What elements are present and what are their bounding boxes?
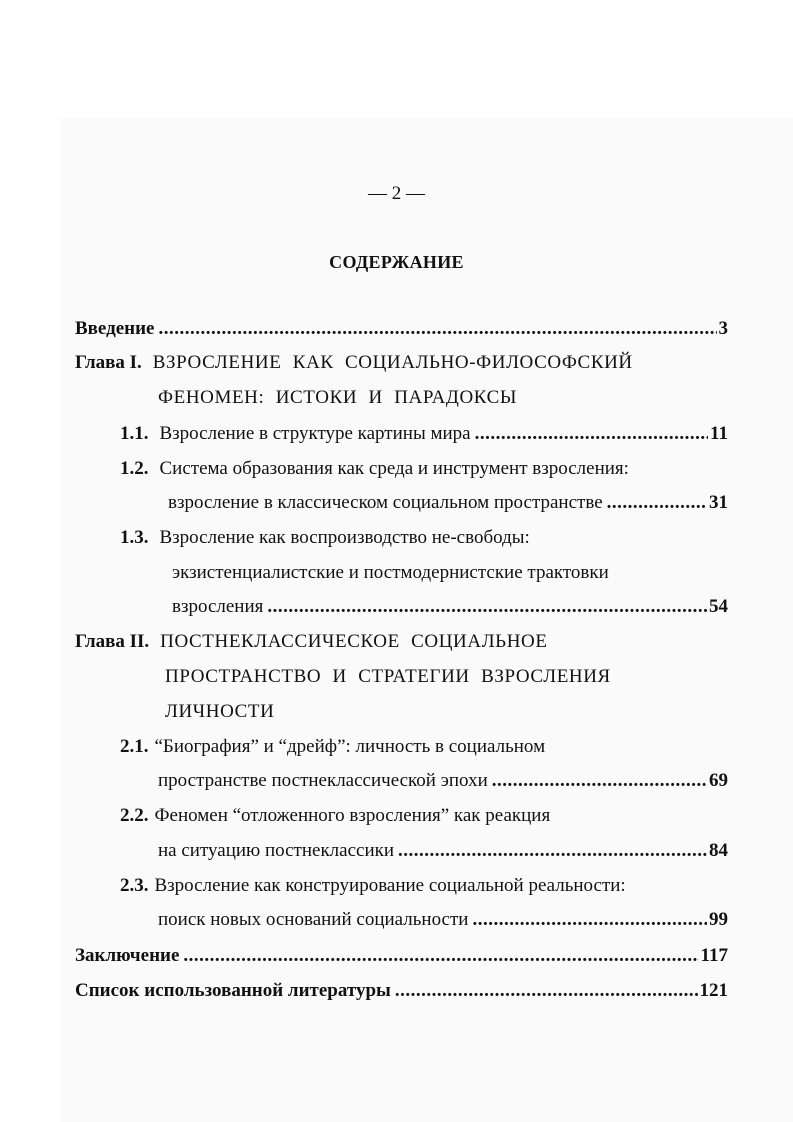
chapter-title-continued: ПРОСТРАНСТВО И СТРАТЕГИИ ВЗРОСЛЕНИЯ bbox=[165, 666, 611, 687]
toc-page-number: 99 bbox=[709, 909, 728, 930]
dot-leader bbox=[398, 838, 707, 864]
toc-section-1-2-cont bbox=[168, 490, 728, 516]
toc-section-2-3-cont bbox=[158, 907, 728, 933]
toc-page-number: 54 bbox=[709, 596, 728, 617]
section-title-continued: взросление в классическом социальном пространстве bbox=[168, 492, 603, 513]
section-title: Взросление как конструирование социальной реальности: bbox=[154, 875, 626, 896]
toc-page-number: 121 bbox=[699, 980, 728, 1001]
section-number: 1.3. bbox=[120, 527, 149, 548]
chapter-title: ПОСТНЕКЛАССИЧЕСКОЕ СОЦИАЛЬНОЕ bbox=[160, 631, 548, 652]
toc-section-2-2[interactable] bbox=[120, 803, 550, 829]
toc-chapter-1-heading-cont bbox=[158, 385, 517, 411]
toc-chapter-2-heading[interactable] bbox=[75, 629, 548, 655]
toc-entry-conclusion[interactable] bbox=[75, 943, 728, 969]
dot-leader bbox=[395, 978, 698, 1004]
section-title-continued: на ситуацию постнеклассики bbox=[158, 840, 395, 861]
toc-entry-label: Список использованной литературы bbox=[75, 980, 391, 1001]
section-title-continued: экзистенциалистские и постмодернистские трактовки bbox=[172, 562, 609, 583]
section-title-continued: взросления bbox=[172, 596, 264, 617]
section-title: Феномен “отложенного взросления” как реакция bbox=[154, 805, 551, 826]
dot-leader bbox=[472, 907, 707, 933]
toc-chapter-1-heading[interactable] bbox=[75, 350, 633, 376]
section-number: 1.2. bbox=[120, 458, 149, 479]
section-title-continued: поиск новых оснований социальности bbox=[158, 909, 469, 930]
section-number: 2.2. bbox=[120, 805, 149, 826]
toc-page-number: 31 bbox=[709, 492, 728, 513]
toc-section-2-2-cont bbox=[158, 838, 728, 864]
chapter-number: Глава I. bbox=[75, 352, 142, 373]
chapter-number: Глава II. bbox=[75, 631, 150, 652]
chapter-title: ВЗРОСЛЕНИЕ КАК СОЦИАЛЬНО-ФИЛОСОФСКИЙ bbox=[152, 352, 633, 373]
toc-page-number: 3 bbox=[718, 318, 728, 339]
toc-page-number: 11 bbox=[710, 423, 728, 444]
section-title: Взросление в структуре картины мира bbox=[159, 423, 471, 444]
dot-leader bbox=[159, 316, 717, 342]
section-number: 2.3. bbox=[120, 875, 149, 896]
toc-entry-label: Введение bbox=[75, 318, 155, 339]
dot-leader bbox=[492, 768, 707, 794]
section-title: Система образования как среда и инструмент взросления: bbox=[159, 458, 629, 479]
toc-page-number: 117 bbox=[700, 945, 728, 966]
chapter-title-continued: ЛИЧНОСТИ bbox=[165, 701, 275, 722]
section-title: “Биография” и “дрейф”: личность в социальном bbox=[154, 736, 546, 757]
toc-section-2-1[interactable] bbox=[120, 734, 545, 760]
toc-entry-bibliography[interactable] bbox=[75, 978, 728, 1004]
toc-entry-label: Заключение bbox=[75, 945, 180, 966]
toc-title: СОДЕРЖАНИЕ bbox=[329, 252, 464, 272]
toc-section-1-1[interactable] bbox=[120, 421, 728, 447]
section-title-continued: пространстве постнеклассической эпохи bbox=[158, 770, 488, 791]
toc-chapter-2-heading-cont bbox=[165, 664, 611, 690]
section-number: 2.1. bbox=[120, 736, 149, 757]
section-title: Взросление как воспроизводство не-свободы: bbox=[159, 527, 530, 548]
dot-leader bbox=[607, 490, 707, 516]
toc-section-1-3-cont bbox=[172, 560, 609, 586]
toc-page-number: 69 bbox=[709, 770, 728, 791]
page-number: — 2 — bbox=[368, 183, 425, 204]
dot-leader bbox=[475, 421, 708, 447]
chapter-title-continued: ФЕНОМЕН: ИСТОКИ И ПАРАДОКСЫ bbox=[158, 387, 518, 408]
toc-section-1-3-cont-2 bbox=[172, 594, 728, 620]
toc-entry-intro[interactable] bbox=[75, 316, 728, 342]
toc-page-number: 84 bbox=[709, 840, 728, 861]
toc-section-2-3[interactable] bbox=[120, 873, 626, 899]
toc-section-1-2[interactable] bbox=[120, 456, 629, 482]
dot-leader bbox=[183, 943, 698, 969]
toc-section-1-3[interactable] bbox=[120, 525, 530, 551]
toc-chapter-2-heading-cont-2 bbox=[165, 699, 274, 725]
section-number: 1.1. bbox=[120, 423, 149, 444]
dot-leader bbox=[267, 594, 707, 620]
toc-section-2-1-cont bbox=[158, 768, 728, 794]
